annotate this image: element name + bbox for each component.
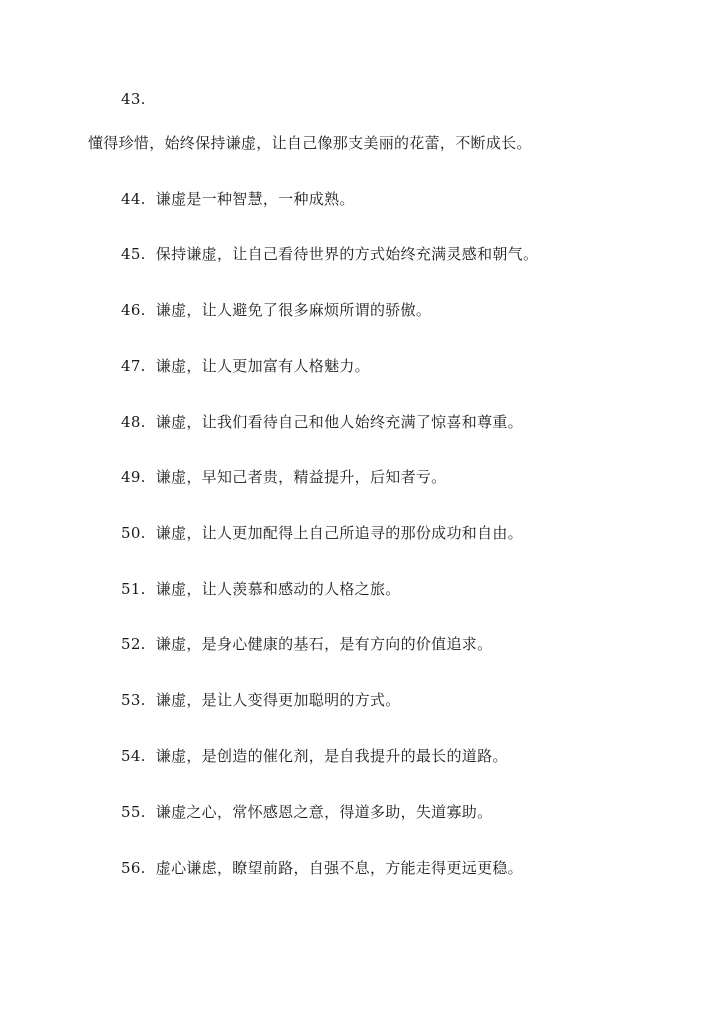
- item-number: 51.: [121, 580, 146, 598]
- item-number: 46.: [121, 301, 146, 319]
- item-text: 谦虚，让人羡慕和感动的人格之旅。: [155, 580, 401, 598]
- item-number: 55.: [121, 803, 146, 821]
- item-number: 56.: [121, 859, 146, 877]
- item-text: 谦虚是一种智慧，一种成熟。: [155, 190, 355, 208]
- item-text: 懂得珍惜，始终保持谦虚，让自己像那支美丽的花蕾，不断成长。: [88, 134, 532, 152]
- list-item-continuation: [88, 133, 532, 153]
- item-number: 43.: [121, 90, 146, 108]
- item-text: 保持谦虚，让自己看待世界的方式始终充满灵感和朝气。: [155, 245, 539, 263]
- list-item: [121, 356, 370, 376]
- list-item: [121, 467, 446, 487]
- item-number: 44.: [121, 190, 146, 208]
- list-item: [121, 579, 401, 599]
- item-text: 谦虚，让人更加配得上自己所追寻的那份成功和自由。: [155, 524, 523, 542]
- item-text: 谦虚，让人避免了很多麻烦所谓的骄傲。: [155, 301, 432, 319]
- item-number: 47.: [121, 357, 146, 375]
- item-number: 45.: [121, 245, 146, 263]
- list-item: [121, 746, 508, 766]
- item-number: 49.: [121, 468, 146, 486]
- list-item: [121, 412, 523, 432]
- list-item: [121, 189, 355, 209]
- item-number: 52.: [121, 635, 146, 653]
- item-number: 53.: [121, 691, 146, 709]
- item-text: 谦虚，早知己者贵，精益提升，后知者亏。: [155, 468, 447, 486]
- list-item: [121, 802, 492, 822]
- list-item: [121, 89, 156, 109]
- item-text: 谦虚，是创造的催化剂，是自我提升的最长的道路。: [155, 747, 508, 765]
- item-text: 谦虚，是让人变得更加聪明的方式。: [155, 691, 401, 709]
- item-text: 谦虚，让我们看待自己和他人始终充满了惊喜和尊重。: [155, 413, 523, 431]
- list-item: [121, 634, 492, 654]
- list-item: [121, 858, 523, 878]
- item-text: 谦虚，是身心健康的基石，是有方向的价值追求。: [155, 635, 493, 653]
- item-text: 谦虚之心，常怀感恩之意，得道多助，失道寡助。: [155, 803, 493, 821]
- item-number: 54.: [121, 747, 146, 765]
- item-number: 48.: [121, 413, 146, 431]
- list-item: [121, 300, 431, 320]
- item-text: 虚心谦虑，瞭望前路，自强不息，方能走得更远更稳。: [155, 859, 523, 877]
- list-item: [121, 690, 401, 710]
- list-item: [121, 523, 523, 543]
- item-text: 谦虚，让人更加富有人格魅力。: [155, 357, 370, 375]
- list-item: [121, 244, 538, 264]
- item-number: 50.: [121, 524, 146, 542]
